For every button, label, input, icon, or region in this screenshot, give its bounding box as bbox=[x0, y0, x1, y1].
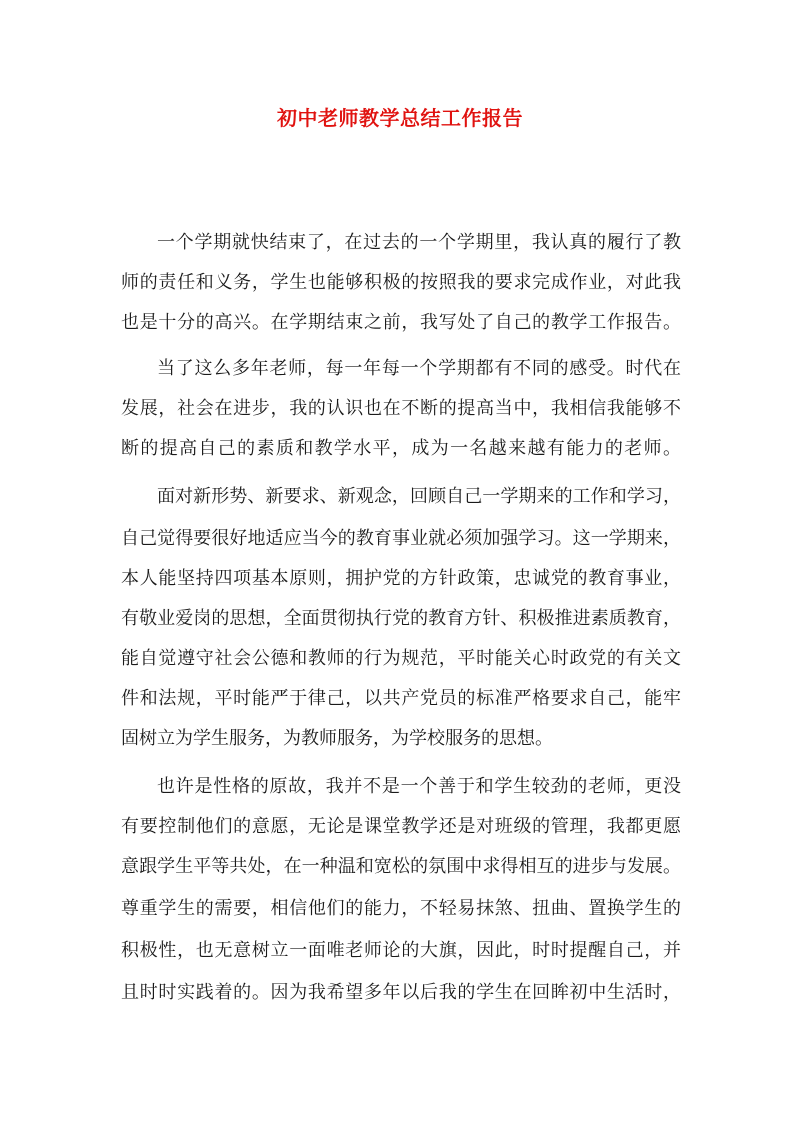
paragraph-3-line-1: 面对新形势、新要求、新观念，回顾自己一学期来的工作和学习， bbox=[157, 486, 681, 507]
page-title: 初中老师教学总结工作报告 bbox=[277, 106, 523, 130]
paragraph-3-line-5: 能自觉遵守社会公德和教师的行为规范，平时能关心时政党的有关文 bbox=[121, 648, 681, 669]
paragraph-1-line-1: 一个学期就快结束了，在过去的一个学期里，我认真的履行了教 bbox=[157, 232, 681, 253]
paragraph-3-line-2: 自己觉得要很好地适应当今的教育事业就必须加强学习。这一学期来， bbox=[121, 528, 681, 549]
paragraph-2-line-1: 当了这么多年老师，每一年每一个学期都有不同的感受。时代在 bbox=[157, 358, 681, 379]
paragraph-3-line-7: 固树立为学生服务，为教师服务，为学校服务的思想。 bbox=[121, 728, 553, 749]
paragraph-2-line-3: 断的提高自己的素质和教学水平，成为一名越来越有能力的老师。 bbox=[121, 438, 681, 459]
paragraph-1-line-2: 师的责任和义务，学生也能够积极的按照我的要求完成作业，对此我 bbox=[121, 272, 681, 293]
paragraph-3-line-4: 有敬业爱岗的思想，全面贯彻执行党的教育方针、积极推进素质教育， bbox=[121, 608, 681, 629]
paragraph-4-line-2: 有要控制他们的意愿，无论是课堂教学还是对班级的管理，我都更愿 bbox=[121, 816, 681, 837]
paragraph-1-line-3: 也是十分的高兴。在学期结束之前，我写处了自己的教学工作报告。 bbox=[121, 312, 681, 333]
paragraph-4-line-1: 也许是性格的原故，我并不是一个善于和学生较劲的老师，更没 bbox=[157, 776, 681, 797]
paragraph-4-line-3: 意跟学生平等共处，在一种温和宽松的氛围中求得相互的进步与发展。 bbox=[121, 856, 681, 877]
paragraph-3-line-3: 本人能坚持四项基本原则，拥护党的方针政策，忠诚党的教育事业， bbox=[121, 568, 681, 589]
paragraph-4-line-6: 且时时实践着的。因为我希望多年以后我的学生在回眸初中生活时， bbox=[121, 982, 681, 1003]
paragraph-4-line-4: 尊重学生的需要，相信他们的能力，不轻易抹煞、扭曲、置换学生的 bbox=[121, 898, 681, 919]
paragraph-4-line-5: 积极性，也无意树立一面唯老师论的大旗，因此，时时提醒自己，并 bbox=[121, 940, 681, 961]
paragraph-2-line-2: 发展，社会在进步，我的认识也在不断的提高当中，我相信我能够不 bbox=[121, 398, 681, 419]
paragraph-3-line-6: 件和法规，平时能严于律己，以共产党员的标准严格要求自己，能牢 bbox=[121, 688, 681, 709]
